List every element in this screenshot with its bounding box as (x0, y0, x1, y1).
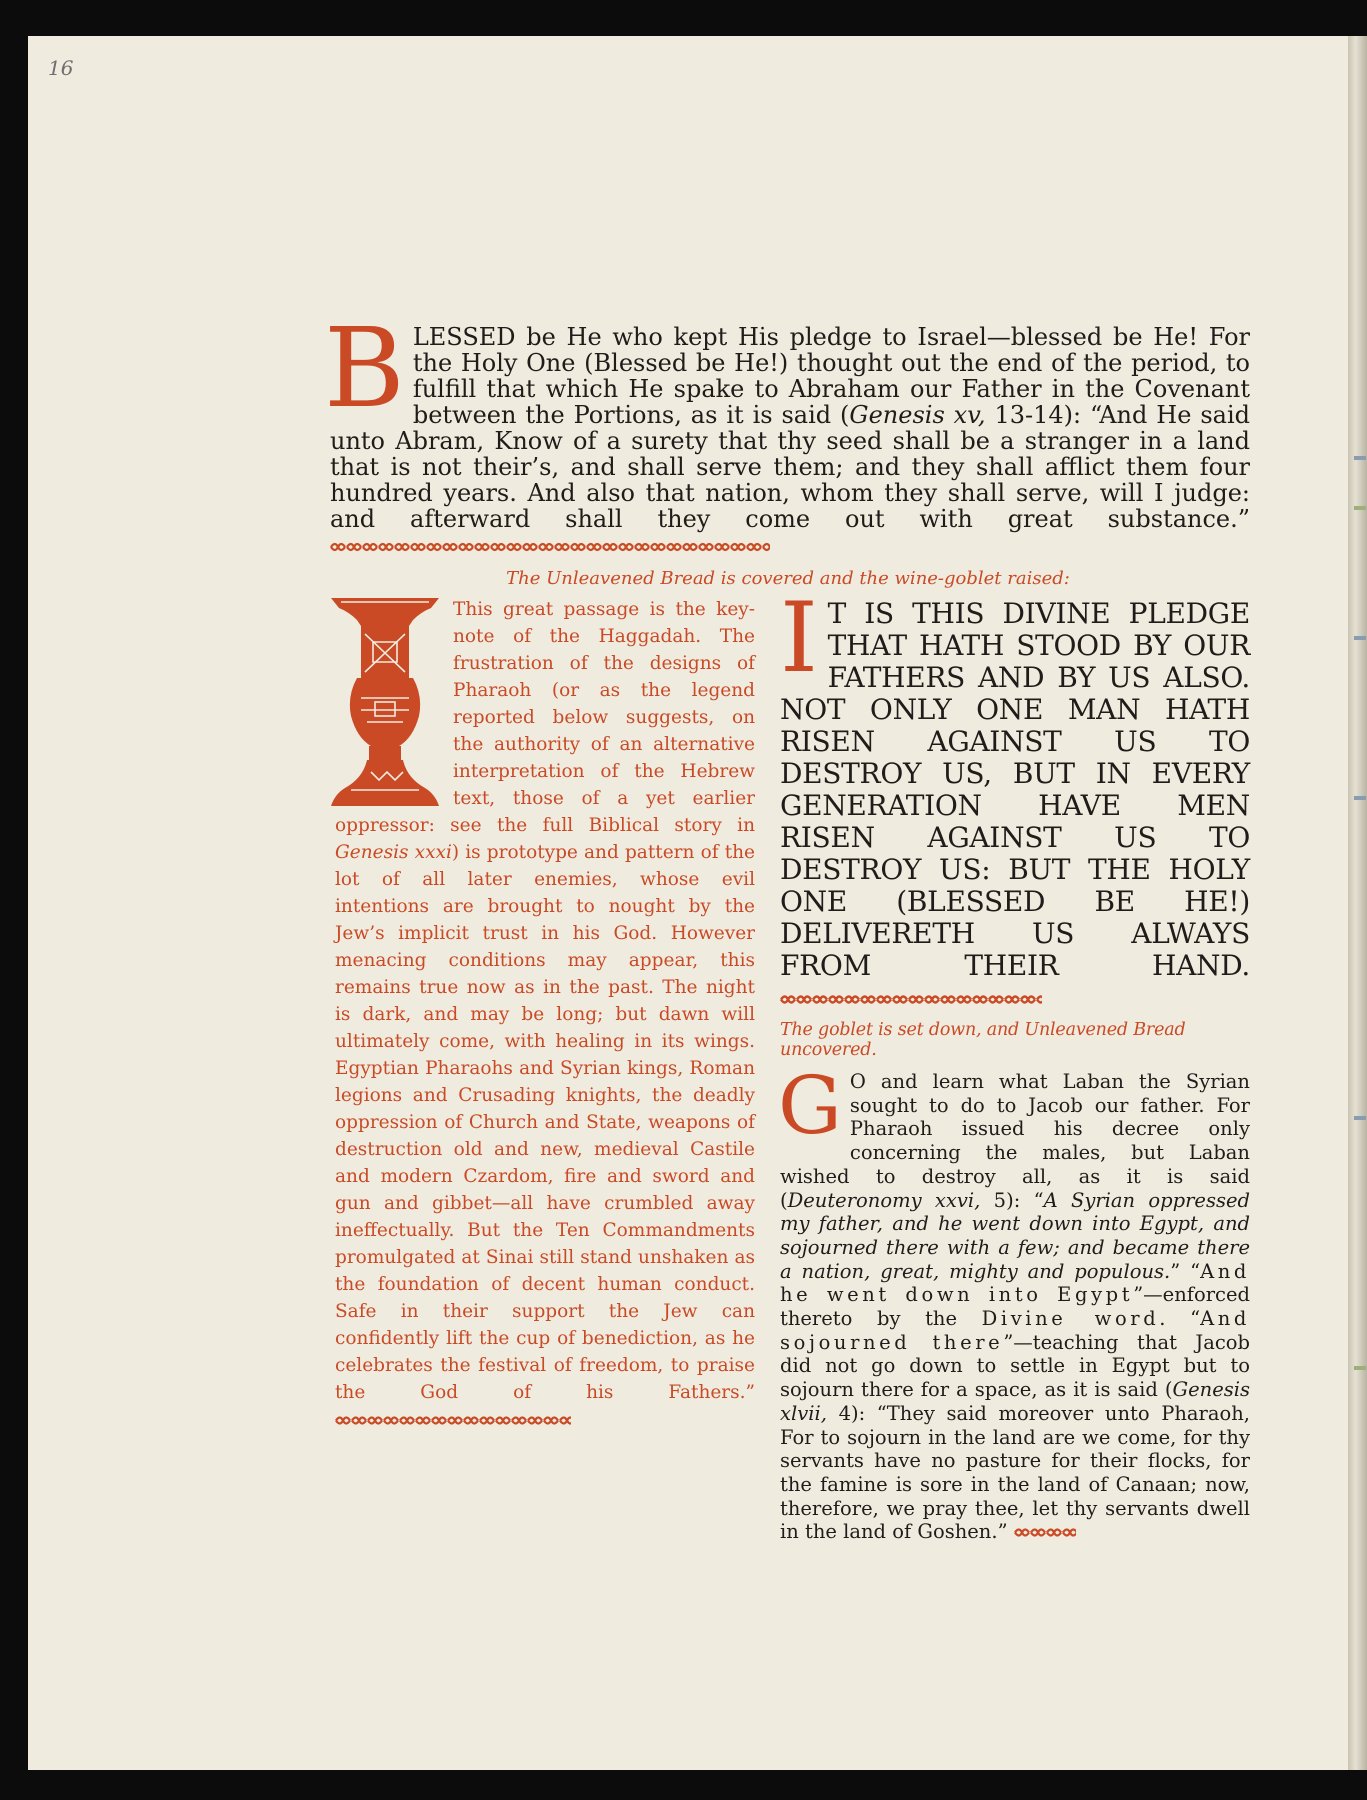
commentary-ornament-band (335, 1414, 571, 1427)
commentary-column (335, 596, 755, 1433)
laban-reference-2: Genesis xlvii, (780, 1378, 1250, 1425)
intro-text-1: LESSED be He who kept His pledge to Israel—blessed be He! For the Holy One (Blessed be He!) thought out the end of the period, to fulfill that which He spake to Abraham our Father in the Covenant between the Portions, as it is said ( (412, 323, 1250, 429)
adjacent-page-edge (1348, 36, 1367, 1770)
laban-text-3: ” “ (1170, 1259, 1201, 1283)
commentary-text-2: ) is prototype and pattern of the lot of all later enemies, whose evil intentions are brought to nought by the Jew’s implicit trust in his God. However menacing conditions may appear, this remains true now as in the past. The night is dark, and may be long; but dawn will ultimately come, with healing in its wings. Egyptian Pharaohs and Syrian kings, Roman legions and Crusading knights, the deadly oppression of Church and State, weapons of destruction old and new, medieval Castile and modern Czardom, fire and sword and gun and gibbet—all have crumbled away ineffectually. But the Ten Commandments promulgated at Sinai still stand unshaken as the foundation of decent human conduct. Safe in their support the Jew can confidently lift the cup of benediction, as he celebrates the festival of freedom, to praise the God of his Fathers.” (335, 842, 755, 1403)
laban-text-7: 4): “They said moreover unto Pharaoh, For to sojourn in the land are we come, for thy servants have no pasture for their flocks, for the famine is sore in the land of Canaan; now, therefore, we pray thee, let thy servants dwell in the land of Goshen.” (780, 1401, 1250, 1544)
laban-text-6: ”—teaching that Jacob did not go down to settle in Egypt but to sojourn there for a space, as it is said ( (780, 1330, 1250, 1402)
intro-ornament-band (330, 540, 770, 554)
laban-reference-1: Deuteronomy xxvi, (787, 1188, 981, 1212)
laban-paragraph (778, 1059, 1251, 1544)
caption-goblet-raised: The Unleavened Bread is covered and the wine-goblet raised: (506, 568, 1070, 589)
laban-text-5: . “ (1159, 1307, 1201, 1331)
intro-paragraph (324, 304, 1250, 558)
declaration-ornament-band (780, 992, 1042, 1007)
intro-text-2: 13-14): “And He said unto Abram, Know of a surety that thy seed shall be a stranger in a land that is not their’s, and shall serve them; and they shall afflict them four hundred years. And also that nation, whom they shall serve, will I judge: and afterward shall they come out with great substance.” (330, 401, 1250, 533)
drop-cap-b: B (324, 304, 405, 432)
laban-text-2: 5): “ (980, 1188, 1044, 1212)
laban-spaced-1: And he went down into Egypt (780, 1259, 1251, 1307)
page-number: 16 (48, 56, 74, 80)
caption-goblet-set-down: The goblet is set down, and Unleavened Bread uncovered. (780, 1020, 1186, 1060)
commentary-reference: Genesis xxxi (335, 842, 452, 863)
drop-cap-g: G (778, 1059, 842, 1152)
book-page (28, 36, 1348, 1770)
laban-ornament-band (1014, 1526, 1076, 1539)
declaration-text: T IS THIS DIVINE PLEDGE THAT HATH STOOD BY OUR FATHERS AND BY US ALSO. NOT ONLY ONE MAN HATH RISEN AGAINST US TO DESTROY US, BUT IN EVERY GENERATION HAVE MEN RISEN AGAINST US TO DESTROY US: BUT THE HOLY ONE (BLESSED BE HE!) DELIVERETH US ALWAYS FROM THEIR HAND. (780, 597, 1250, 982)
divine-pledge-declaration (780, 582, 1250, 1014)
intro-reference: Genesis xv, (849, 401, 986, 429)
laban-spaced-2: Divine word (981, 1307, 1160, 1331)
commentary-text-1: This great passage is the key-note of the Haggadah. The frustration of the designs of Pharaoh (or as the legend reported below suggests, on the authority of an alternative interpretation of the Hebrew text, those of a yet earlier oppressor: see the full Biblical story in (335, 599, 755, 836)
chalice-initial-i-icon (331, 598, 439, 806)
liturgy-column (778, 582, 1251, 1544)
laban-spaced-3: And sojourned there (780, 1307, 1251, 1354)
laban-text-1: O and learn what Laban the Syrian sought to do to Jacob our father. For Pharaoh issued his decree only concerning the males, but Laban wished to destroy all, as it is said ( (780, 1070, 1250, 1212)
laban-text-4: ”—enforced thereto by the (780, 1283, 1250, 1331)
drop-cap-i: I (780, 582, 818, 694)
laban-scripture-quote: A Syrian oppressed my father, and he went down into Egypt, and sojourned there with a few; and became there a nation, great, mighty and populous. (780, 1188, 1251, 1283)
